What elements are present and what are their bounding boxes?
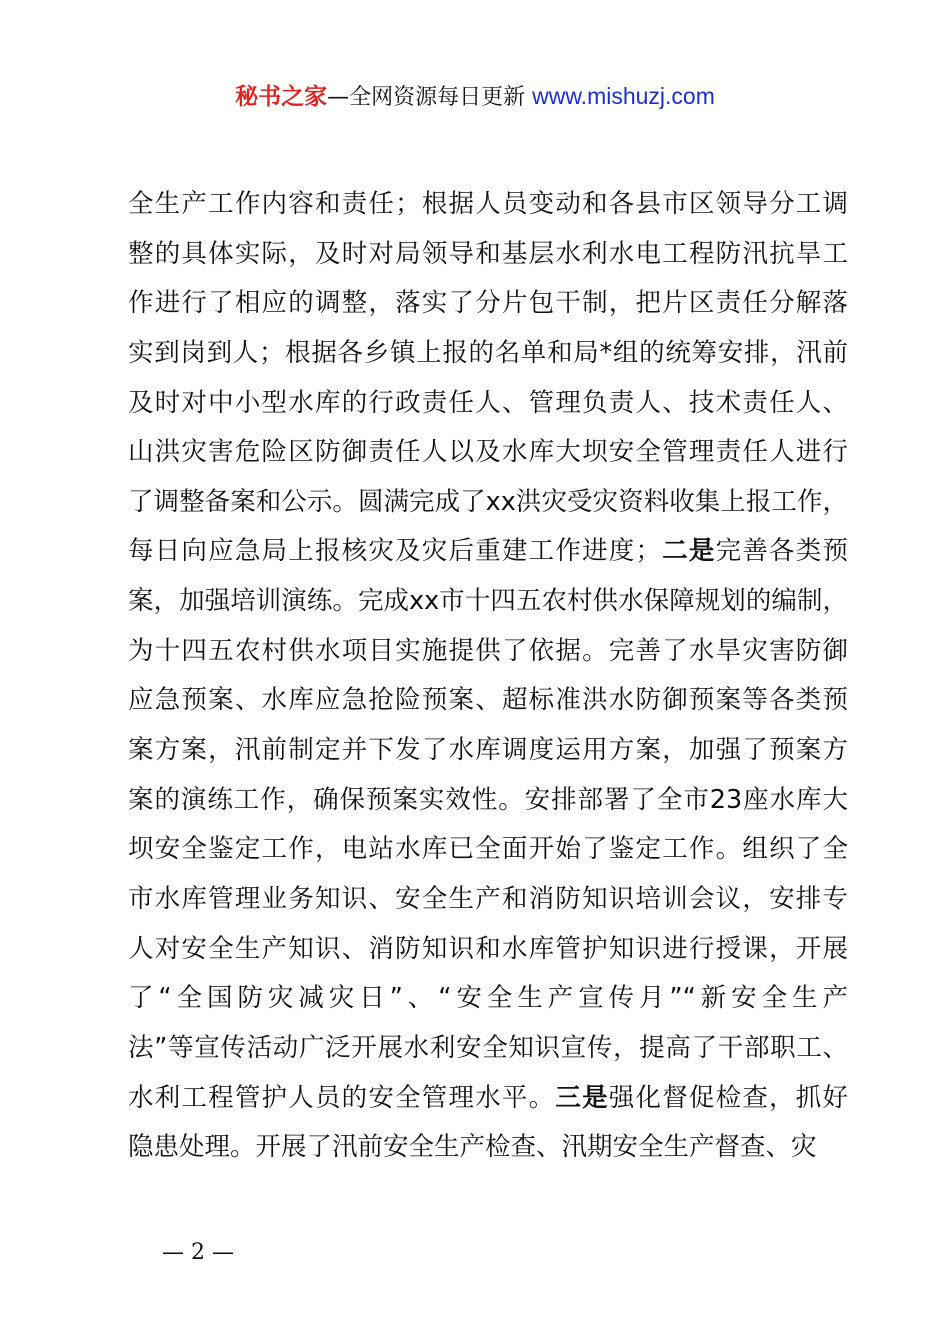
- body-line: [128, 577, 848, 627]
- text-run: 整的具体实际，及时对局领导和基层水利水电工程防汛抗旱工: [128, 238, 848, 269]
- body-line: [128, 875, 848, 925]
- body-line: [128, 974, 848, 1024]
- banner-tagline: —全网资源每日更新: [327, 85, 526, 110]
- body-line: [128, 1123, 848, 1173]
- body-line: [128, 180, 848, 230]
- text-run: 了“全国防灾减灾日”、“安全生产宣传月”“新安全生产: [128, 983, 848, 1014]
- body-line: [128, 1074, 848, 1124]
- text-run: 及时对中小型水库的行政责任人、管理负责人、技术责任人、: [128, 387, 848, 418]
- text-run: 为十四五农村供水项目实施提供了依据。完善了水旱灾害防御: [128, 635, 848, 666]
- body-line: [128, 379, 848, 429]
- text-run: 作进行了相应的调整，落实了分片包干制，把片区责任分解落: [128, 288, 848, 319]
- text-run: 每日向应急局上报核灾及灾后重建工作进度；: [128, 536, 661, 567]
- body-line: [128, 925, 848, 975]
- body-line: [128, 230, 848, 280]
- body-line: [128, 329, 848, 379]
- site-url-link[interactable]: www.mishuzj.com: [532, 83, 715, 109]
- text-run: 水利工程管护人员的安全管理水平。: [128, 1082, 556, 1113]
- body-line: [128, 279, 848, 329]
- document-body: [128, 180, 848, 1173]
- text-run: 人对安全生产知识、消防知识和水库管护知识进行授课，开展: [128, 933, 848, 964]
- text-run: 完善各类预: [715, 536, 848, 567]
- text-run: 案方案，汛前制定并下发了水库调度运用方案，加强了预案方: [128, 735, 848, 766]
- text-run: 坝安全鉴定工作，电站水库已全面开始了鉴定工作。组织了全: [128, 834, 848, 865]
- body-line: [128, 1024, 848, 1074]
- body-line: [128, 726, 848, 776]
- body-line: [128, 627, 848, 677]
- text-run: 市水库管理业务知识、安全生产和消防知识培训会议，安排专: [128, 883, 848, 914]
- body-line: [128, 825, 848, 875]
- page-number: — 2 —: [162, 1240, 234, 1265]
- body-line: [128, 776, 848, 826]
- text-run: 隐患处理。开展了汛前安全生产检查、汛期安全生产督查、灾: [128, 1132, 817, 1163]
- text-run: 应急预案、水库应急抢险预案、超标准洪水防御预案等各类预: [128, 685, 848, 716]
- body-line: [128, 676, 848, 726]
- brand-name: 秘书之家: [235, 84, 328, 110]
- bold-run: 三是: [555, 1082, 609, 1113]
- text-run: 案的演练工作，确保预案实效性。安排部署了全市23座水库大: [128, 784, 848, 815]
- bold-run: 二是: [661, 536, 716, 567]
- text-run: 全生产工作内容和责任；根据人员变动和各县市区领导分工调: [128, 189, 848, 219]
- text-run: 实到岗到人；根据各乡镇上报的名单和局*组的统筹安排，汛前: [128, 337, 848, 368]
- text-run: 案，加强培训演练。完成xx市十四五农村供水保障规划的编制，: [128, 586, 848, 617]
- text-run: 强化督促检查，抓好: [608, 1082, 848, 1113]
- site-banner: [0, 80, 950, 114]
- body-line: [128, 478, 848, 528]
- text-run: 了调整备案和公示。圆满完成了xx洪灾受灾资料收集上报工作，: [128, 486, 848, 517]
- text-run: 山洪灾害危险区防御责任人以及水库大坝安全管理责任人进行: [128, 437, 848, 468]
- body-line: [128, 527, 848, 577]
- body-line: [128, 428, 848, 478]
- text-run: 法”等宣传活动广泛开展水利安全知识宣传，提高了干部职工、: [128, 1032, 848, 1063]
